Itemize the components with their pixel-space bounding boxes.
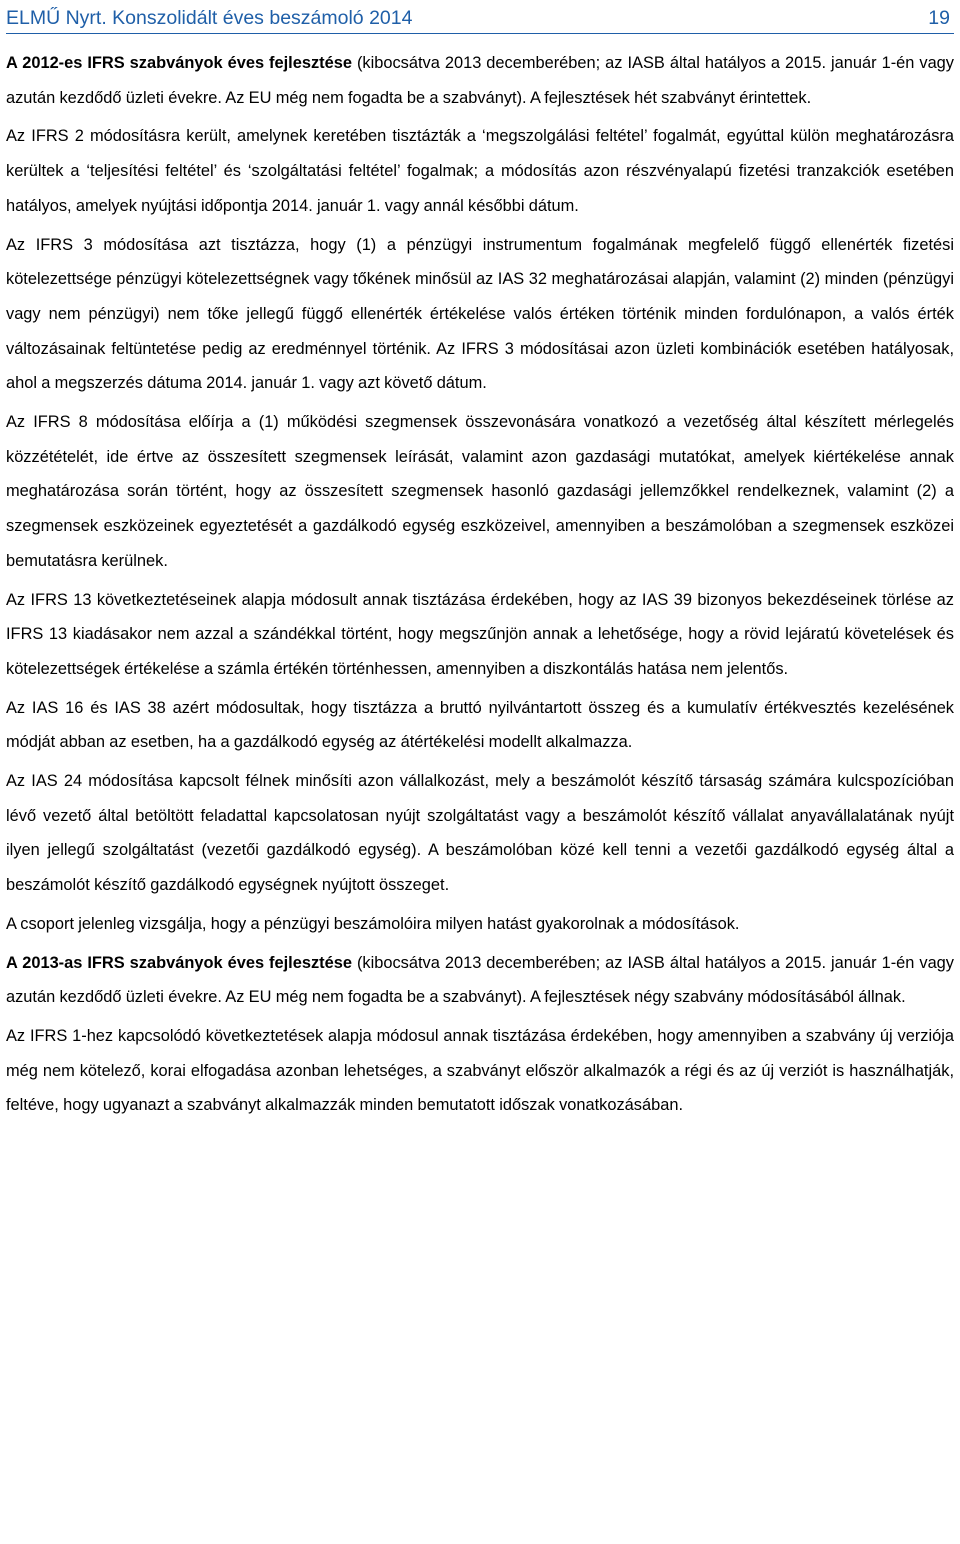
paragraph-ifrs-3: Az IFRS 3 módosítása azt tisztázza, hogy (1) a pénzügyi instrumentum fogalmának megfelelő függő ellenérték fizetési kötelezettsége pénzügyi kötelezettségnek vagy tőkének minősül az IAS 32 meghatározásai alapján, valamint (2) minden (pénzügyi vagy nem pénzügyi) nem tőke jellegű függő ellenérték értékelése valós értéken történik minden fordulónapon, a valós érték változásainak feltüntetése pedig az eredménnyel történik. Az IFRS 3 módosításai azon üzleti kombinációk esetében hatályosak, ahol a megszerzés dátuma 2014. január 1. vagy azt követő dátum. [6,235,954,393]
paragraph-group-assessment: A csoport jelenleg vizsgálja, hogy a pénzügyi beszámolóira milyen hatást gyakorolnak a módosítások. [6,914,740,933]
section-heading-2013-improvements: A 2013-as IFRS szabványok éves fejlesztése [6,953,352,972]
page-header [6,4,954,32]
paragraph-ifrs-13: Az IFRS 13 következtetéseinek alapja módosult annak tisztázása érdekében, hogy az IAS 39 bizonyos bekezdéseinek törlése az IFRS 13 kiadásakor nem azzal a szándékkal történt, hogy megszűnjön annak a lehetősége, hogy a rövid lejáratú követelések és kötelezettségek értékelése a számla értékén történhessen, amennyiben a diszkontálás hatása nem jelentős. [6,590,954,678]
paragraph-text: (kibocsátva 2013 decemberében; az IASB által hatályos a 2015. január 1-én vagy azután kezdődő üzleti évekre. Az EU még nem fogadta be a szabványt). A fejlesztések négy szabvány módosításából állnak. [6,953,954,1007]
paragraph-2013-improvements-intro [6,946,954,1015]
paragraph-ifrs-1: Az IFRS 1-hez kapcsolódó következtetések alapja módosul annak tisztázása érdekében, hogy amennyiben a szabvány új verziója még nem kötelező, korai elfogadása azonban lehetséges, a szabványt először alkalmazók a régi és az új verziót is használhatják, feltéve, hogy ugyanazt a szabványt alkalmazzák minden bemutatott időszak vonatkozásában. [6,1026,954,1115]
paragraph-text: (kibocsátva 2013 decemberében; az IASB által hatályos a 2015. január 1-én vagy azután kezdődő üzleti évekre. Az EU még nem fogadta be a szabványt). A fejlesztések hét szabványt érintettek. [6,54,954,107]
document-title: ELMŰ Nyrt. Konszolidált éves beszámoló 2014 [6,7,413,29]
paragraph-2012-improvements-intro [6,46,954,115]
paragraph-ifrs-2: Az IFRS 2 módosításra került, amelynek keretében tisztázták a ‘megszolgálási feltétel’ fogalmát, egyúttal külön meghatározásra kerültek a ‘teljesítési feltétel’ és ‘szolgáltatási feltétel’ fogalmak; a módosítás azon részvényalapú fizetési tranzakciók esetében hatályos, amelyek nyújtási időpontja 2014. január 1. vagy annál későbbi dátum. [6,127,954,215]
paragraph-ias-24: Az IAS 24 módosítása kapcsolt félnek minősíti azon vállalkozást, mely a beszámolót készítő társaság számára kulcspozícióban lévő vezető által betöltött feladattal kapcsolatosan nyújt szolgáltatást vagy a beszámolót készítő vállalat anyavállalatának nyújt ilyen jellegű szolgáltatást (vezetői gazdálkodó egység). A beszámolóban közé kell tenni a vezetői gazdálkodó egység által a beszámolót készítő gazdálkodó egységnek nyújtott összeget. [6,772,954,895]
section-heading-2012-improvements: A 2012-es IFRS szabványok éves fejlesztése [6,54,352,72]
page-number: 19 [928,7,950,29]
document-body [6,46,954,1123]
paragraph-ias-16-38: Az IAS 16 és IAS 38 azért módosultak, hogy tisztázza a bruttó nyilvántartott összeg és a kumulatív értékvesztés kezelésének módját abban az esetben, ha a gazdálkodó egység az átértékelési modellt alkalmazza. [6,698,954,752]
header-divider [6,33,954,34]
paragraph-ifrs-8: Az IFRS 8 módosítása előírja a (1) működési szegmensek összevonására vonatkozó a vezetőség által készített mérlegelés közzétételét, ide értve az összesített szegmensek leírását, valamint azon gazdasági mutatókat, amelyek kiértékelése annak meghatározása során történt, hogy az összesített szegmensek hasonló gazdasági jellemzőkkel rendelkeznek, valamint (2) a szegmensek eszközeinek egyeztetését a gazdálkodó egység eszközeivel, amennyiben a beszámolóban a szegmensek eszközei bemutatásra kerülnek. [6,413,954,570]
